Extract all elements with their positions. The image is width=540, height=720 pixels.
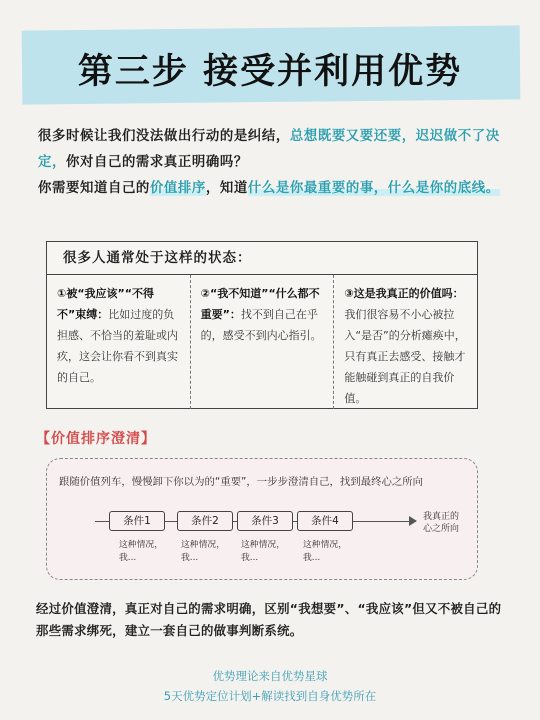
value-flow-box [46, 458, 478, 580]
state-column-1 [47, 275, 191, 409]
condition-note-3 [241, 539, 285, 565]
intro-p2-highlight-bottomline: 什么是你最重要的事，什么是你的底线。 [247, 181, 500, 196]
condition-note-line: 我... [303, 553, 321, 563]
condition-note-4 [303, 539, 347, 565]
condition-note-line: 这种情况， [303, 540, 347, 550]
section-tag: 【价值排序澄清】 [36, 431, 156, 447]
flow-destination [423, 511, 459, 535]
condition-box-1: 条件1 [109, 511, 165, 531]
intro-p2-highlight-value: 价值排序 [149, 181, 206, 196]
intro-p1-question: 你对自己的需求真正明确吗？ [65, 155, 248, 170]
state-columns [47, 275, 477, 409]
condition-note-line: 这种情况， [241, 540, 285, 550]
condition-note-1 [119, 539, 163, 565]
state-text: 比如过度的负担感、不恰当的羞耻或内疚，这会让你看不到真实的自己。 [57, 308, 178, 384]
condition-note-line: 我... [119, 553, 137, 563]
state-title: ②“我不知道”“什么都不重要”： [200, 287, 320, 321]
state-text: 找不到自己在乎的，感受不到内心指引。 [200, 308, 322, 342]
flow-destination-line: 心之所向 [423, 524, 460, 534]
flow-description: 跟随价值列车，慢慢卸下你以为的“重要”，一步步澄清自己，找到最终心之所向 [59, 476, 424, 488]
condition-note-2 [181, 539, 225, 565]
flow-destination-line: 我真正的 [423, 512, 460, 522]
state-column-2 [191, 275, 335, 409]
state-table [46, 241, 478, 409]
condition-note-line: 这种情况， [119, 540, 163, 550]
footer-line-2: 5天优势定位计划+解读找到自身优势所在 [163, 689, 377, 703]
intro-p1-text: 很多时候让我们没法做出行动的是纠结， [38, 129, 290, 144]
condition-note-line: 我... [241, 553, 259, 563]
state-title: ③这是我真正的价值吗： [344, 287, 464, 300]
condition-note-line: 我... [181, 553, 199, 563]
intro-p2-text: 你需要知道自己的 [38, 181, 150, 196]
page-title: 第三步 接受并利用优势 [77, 52, 463, 92]
footer-line-1: 优势理论来自优势星球 [212, 669, 328, 683]
condition-box-4: 条件4 [297, 511, 353, 531]
condition-note-line: 这种情况， [181, 540, 225, 550]
intro-p2-mid: ，知道 [205, 181, 248, 196]
state-text: 我们很容易不小心被拉入“是否”的分析瘫痪中，只有真正去感受、接触才能触碰到真正的自我价值。 [344, 308, 466, 405]
condition-box-3: 条件3 [237, 511, 293, 531]
state-table-heading: 很多人通常处于这样的状态： [47, 242, 477, 275]
intro-text [38, 124, 508, 202]
condition-box-2: 条件2 [177, 511, 233, 531]
intro-p1-highlight: 总想既要又要还要，迟迟做不了决定， [38, 129, 500, 170]
state-column-3 [334, 275, 477, 409]
conclusion-text: 经过价值澄清，真正对自己的需求明确，区别“我想要”、“我应该”但又不被自己的那些需求绑死，建立一套自己的做事判断系统。 [36, 601, 502, 638]
state-title: ①被“我应该”“不得不”束缚： [57, 287, 155, 321]
arrow-right-icon [409, 516, 417, 526]
